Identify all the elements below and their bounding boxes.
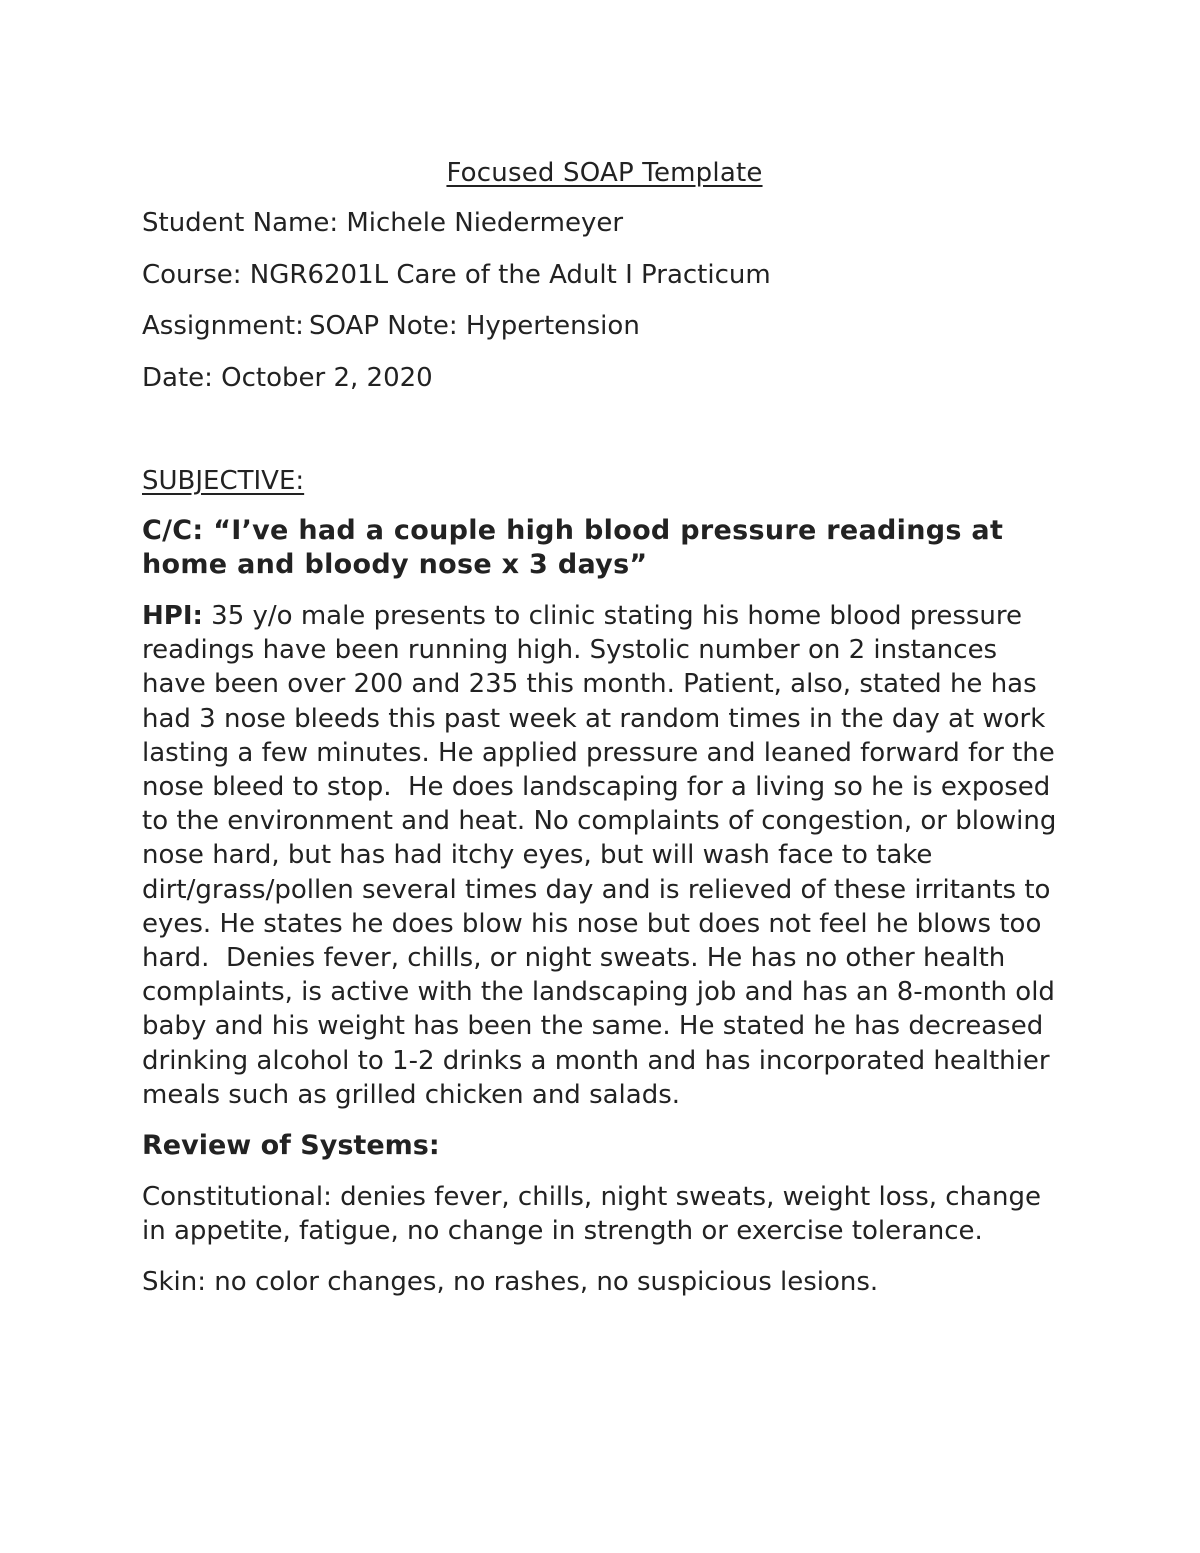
assignment-line: Assignment: SOAP Note: Hypertension <box>142 311 640 341</box>
document-body <box>142 156 1067 1317</box>
student-name-line: Student Name: Michele Niedermeyer <box>142 208 624 238</box>
hpi-paragraph <box>142 599 1067 1112</box>
hpi-label: HPI: <box>142 601 203 631</box>
blank-line <box>142 412 1067 464</box>
course-line: Course: NGR6201L Care of the Adult I Practicum <box>142 259 771 290</box>
ros-heading: Review of Systems: <box>142 1130 440 1162</box>
hpi-text: 35 y/o male presents to clinic stating his home blood pressure readings have been running high. Systolic number on 2 instances have been over 200 and 235 this month. Patient, also, stated he has had 3 nose bleeds this past week at random times in the day at work lasting a few minutes. He applied pressure and leaned forward for the nose bleed to stop. He does landscaping for a living so he is exposed to the environment and heat. No complaints of congestion, or blowing nose hard, but has had itchy eyes, but will wash face to take dirt/grass/pollen several times day and is relieved of these irritants to eyes. He states he does blow his nose but does not feel he blows too hard. Denies fever, chills, or night sweats. He has no other health complaints, is active with the landscaping job and has an 8-month old baby and his weight has been the same. He stated he has decreased drinking alcohol to 1-2 drinks a month and has incorporated healthier meals such as grilled chicken and salads. <box>142 601 1057 1110</box>
ros-skin: Skin: no color changes, no rashes, no suspicious lesions. <box>142 1267 879 1298</box>
ros-constitutional: Constitutional: denies fever, chills, night sweats, weight loss, change in appetite, fatigue, no change in strength or exercise tolerance. <box>142 1182 1041 1247</box>
subjective-heading: SUBJECTIVE: <box>142 466 305 496</box>
chief-complaint: C/C: “I’ve had a couple high blood pressure readings at home and bloody nose x 3 days” <box>142 515 1004 580</box>
date-line: Date: October 2, 2020 <box>142 362 433 393</box>
document-title: Focused SOAP Template <box>446 158 763 188</box>
